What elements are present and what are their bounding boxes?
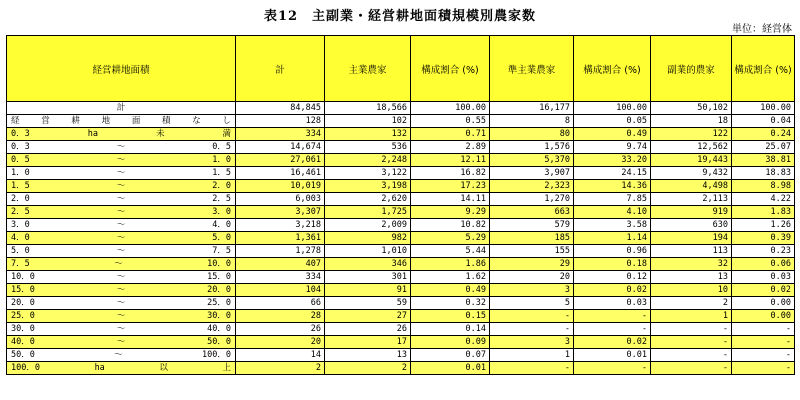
main-cell: 2,248 [325, 154, 411, 167]
row-label-part: 計 [116, 102, 126, 113]
total-cell: 10,019 [236, 180, 325, 193]
side-ratio-cell: 0.06 [732, 258, 795, 271]
total-cell: 14 [236, 349, 325, 362]
total-cell: 20 [236, 336, 325, 349]
side-cell: 630 [651, 219, 732, 232]
table-header [7, 36, 795, 102]
semi-ratio-cell: 0.01 [574, 349, 651, 362]
table-body [7, 102, 795, 375]
table-row [7, 232, 795, 245]
main-cell: 91 [325, 284, 411, 297]
semi-cell: 8 [490, 115, 574, 128]
row-label-part: 5．0 [11, 245, 30, 256]
semi-ratio-cell: 1.14 [574, 232, 651, 245]
main-cell: 17 [325, 336, 411, 349]
row-label-part: 10．0 [207, 258, 231, 269]
row-label-part: な [192, 115, 201, 126]
total-cell: 104 [236, 284, 325, 297]
semi-cell: 16,177 [490, 102, 574, 115]
total-cell: 1,278 [236, 245, 325, 258]
main-ratio-cell: 1.62 [411, 271, 490, 284]
semi-cell: - [490, 323, 574, 336]
row-label-part: 15．0 [11, 284, 35, 295]
row-label-part: 2．5 [212, 193, 231, 204]
row-label [7, 258, 236, 271]
semi-ratio-cell: 0.96 [574, 245, 651, 258]
row-label [7, 167, 236, 180]
col-header-total: 計 [236, 36, 325, 102]
main-ratio-cell: 0.49 [411, 284, 490, 297]
main-cell: 2,620 [325, 193, 411, 206]
row-label [7, 336, 236, 349]
table-row [7, 141, 795, 154]
row-label-part: ～ [116, 141, 126, 152]
side-cell: 13 [651, 271, 732, 284]
side-ratio-cell: - [732, 336, 795, 349]
table-row [7, 336, 795, 349]
main-cell: 301 [325, 271, 411, 284]
farm-households-table [6, 35, 795, 375]
row-label-part: ～ [114, 258, 123, 269]
side-cell: 122 [651, 128, 732, 141]
semi-ratio-cell: 3.58 [574, 219, 651, 232]
side-ratio-cell: 38.81 [732, 154, 795, 167]
row-label [7, 271, 236, 284]
row-label-part: 30．0 [11, 323, 35, 334]
semi-cell: 3,907 [490, 167, 574, 180]
header-row [7, 36, 795, 102]
semi-ratio-cell: 4.10 [574, 206, 651, 219]
side-cell: 2,113 [651, 193, 732, 206]
side-ratio-cell: 0.39 [732, 232, 795, 245]
total-cell: 128 [236, 115, 325, 128]
row-label-part: 4．0 [11, 232, 30, 243]
semi-ratio-cell: 0.05 [574, 115, 651, 128]
main-cell: 102 [325, 115, 411, 128]
table-row [7, 154, 795, 167]
side-ratio-cell: 0.04 [732, 115, 795, 128]
row-label-part: 100．0 [202, 349, 231, 360]
row-label-part: 以 [159, 362, 168, 373]
main-ratio-cell: 100.00 [411, 102, 490, 115]
row-label-part: ～ [116, 245, 126, 256]
side-ratio-cell: 0.02 [732, 284, 795, 297]
side-ratio-cell: 8.98 [732, 180, 795, 193]
row-label-part: 15．0 [207, 271, 231, 282]
table-row [7, 258, 795, 271]
total-cell: 2 [236, 362, 325, 375]
row-label-part: ～ [116, 232, 126, 243]
col-header-semi-ratio: 構成割合 (%) [574, 36, 651, 102]
side-ratio-cell: 0.00 [732, 310, 795, 323]
row-label-part: 地 [101, 115, 111, 126]
row-label-part: 上 [222, 362, 231, 373]
main-cell: 982 [325, 232, 411, 245]
main-cell: 1,010 [325, 245, 411, 258]
main-ratio-cell: 12.11 [411, 154, 490, 167]
row-label-part: ～ [116, 297, 126, 308]
semi-cell: 5 [490, 297, 574, 310]
main-ratio-cell: 9.29 [411, 206, 490, 219]
side-ratio-cell: - [732, 362, 795, 375]
main-ratio-cell: 0.09 [411, 336, 490, 349]
row-label [7, 193, 236, 206]
total-cell: 334 [236, 128, 325, 141]
semi-cell: 1,270 [490, 193, 574, 206]
semi-ratio-cell: 100.00 [574, 102, 651, 115]
semi-cell: 1,576 [490, 141, 574, 154]
side-cell: 10 [651, 284, 732, 297]
semi-ratio-cell: 9.74 [574, 141, 651, 154]
side-ratio-cell: 0.24 [732, 128, 795, 141]
row-label-part: 3．0 [11, 219, 30, 230]
row-label-part: 面 [131, 115, 141, 126]
side-cell: 9,432 [651, 167, 732, 180]
semi-cell: 1 [490, 349, 574, 362]
semi-cell: - [490, 310, 574, 323]
main-ratio-cell: 0.07 [411, 349, 490, 362]
semi-cell: 3 [490, 284, 574, 297]
side-ratio-cell: 0.03 [732, 271, 795, 284]
main-ratio-cell: 0.01 [411, 362, 490, 375]
main-cell: 1,725 [325, 206, 411, 219]
total-cell: 3,218 [236, 219, 325, 232]
main-cell: 132 [325, 128, 411, 141]
semi-cell: 20 [490, 271, 574, 284]
main-cell: 27 [325, 310, 411, 323]
semi-ratio-cell: 33.20 [574, 154, 651, 167]
row-label-part: 満 [222, 128, 231, 139]
side-cell: 4,498 [651, 180, 732, 193]
table-row [7, 349, 795, 362]
side-ratio-cell: 18.83 [732, 167, 795, 180]
row-label-part: 40．0 [11, 336, 35, 347]
row-label [7, 219, 236, 232]
row-label-part: 5．0 [212, 232, 231, 243]
side-cell: 50,102 [651, 102, 732, 115]
semi-cell: 2,323 [490, 180, 574, 193]
table-row [7, 245, 795, 258]
row-label-part: ha [87, 128, 98, 139]
row-label-part: 2．5 [11, 206, 30, 217]
main-ratio-cell: 5.29 [411, 232, 490, 245]
side-cell: - [651, 336, 732, 349]
table-row [7, 323, 795, 336]
side-ratio-cell: 1.26 [732, 219, 795, 232]
row-label-part: 1．5 [212, 167, 231, 178]
row-label [7, 141, 236, 154]
main-cell: 13 [325, 349, 411, 362]
table-row [7, 310, 795, 323]
row-label-part: ～ [116, 219, 126, 230]
table-title: 表12 主副業・経営耕地面積規模別農家数 [263, 9, 537, 24]
row-label-part: 営 [41, 115, 50, 126]
semi-cell: 3 [490, 336, 574, 349]
side-cell: - [651, 323, 732, 336]
row-label [7, 297, 236, 310]
row-label-part: ～ [116, 284, 126, 295]
semi-ratio-cell: - [574, 362, 651, 375]
semi-cell: 185 [490, 232, 574, 245]
row-label [7, 310, 236, 323]
row-label-part: 積 [162, 115, 171, 126]
semi-cell: 155 [490, 245, 574, 258]
table-row [7, 284, 795, 297]
col-header-main-ratio: 構成割合 (%) [411, 36, 490, 102]
semi-ratio-cell: 0.18 [574, 258, 651, 271]
side-cell: 2 [651, 297, 732, 310]
col-header-area: 経営耕地面積 [7, 36, 236, 102]
main-ratio-cell: 14.11 [411, 193, 490, 206]
col-header-semi: 準主業農家 [490, 36, 574, 102]
row-label [7, 115, 236, 128]
main-ratio-cell: 0.15 [411, 310, 490, 323]
total-cell: 1,361 [236, 232, 325, 245]
main-ratio-cell: 10.82 [411, 219, 490, 232]
row-label-part: 0．5 [212, 141, 231, 152]
semi-ratio-cell: 0.49 [574, 128, 651, 141]
main-ratio-cell: 2.89 [411, 141, 490, 154]
side-ratio-cell: - [732, 349, 795, 362]
col-header-main: 主業農家 [325, 36, 411, 102]
total-cell: 26 [236, 323, 325, 336]
row-label-part: 2．0 [11, 193, 30, 204]
row-label-part: 7．5 [11, 258, 30, 269]
table-row [7, 193, 795, 206]
table-row [7, 297, 795, 310]
table-row [7, 206, 795, 219]
semi-ratio-cell: - [574, 310, 651, 323]
row-label [7, 362, 236, 375]
side-cell: - [651, 362, 732, 375]
col-header-side-ratio: 構成割合 (%) [732, 36, 795, 102]
row-label-part: ～ [114, 349, 123, 360]
row-label-part: 30．0 [207, 310, 231, 321]
side-ratio-cell: - [732, 323, 795, 336]
semi-cell: 80 [490, 128, 574, 141]
row-label-part: 20．0 [207, 284, 231, 295]
total-cell: 84,845 [236, 102, 325, 115]
semi-cell: - [490, 362, 574, 375]
row-label-part: ～ [116, 193, 126, 204]
row-label [7, 102, 236, 115]
table-row [7, 167, 795, 180]
main-cell: 2 [325, 362, 411, 375]
main-ratio-cell: 0.32 [411, 297, 490, 310]
row-label-part: 50．0 [207, 336, 231, 347]
row-label [7, 349, 236, 362]
semi-ratio-cell: 0.12 [574, 271, 651, 284]
row-label-part: 1．5 [11, 180, 30, 191]
side-ratio-cell: 100.00 [732, 102, 795, 115]
main-cell: 536 [325, 141, 411, 154]
total-cell: 28 [236, 310, 325, 323]
semi-cell: 5,370 [490, 154, 574, 167]
row-label-part: 0．5 [11, 154, 30, 165]
row-label [7, 245, 236, 258]
semi-cell: 29 [490, 258, 574, 271]
row-label-part: 100．0 [11, 362, 40, 373]
row-label-part: 25．0 [11, 310, 35, 321]
side-ratio-cell: 4.22 [732, 193, 795, 206]
row-label-part: 0．3 [11, 128, 30, 139]
main-ratio-cell: 5.44 [411, 245, 490, 258]
row-label [7, 154, 236, 167]
side-cell: 919 [651, 206, 732, 219]
main-cell: 18,566 [325, 102, 411, 115]
row-label-part: 20．0 [11, 297, 35, 308]
total-cell: 16,461 [236, 167, 325, 180]
main-cell: 3,122 [325, 167, 411, 180]
row-label [7, 180, 236, 193]
main-ratio-cell: 0.55 [411, 115, 490, 128]
row-label [7, 128, 236, 141]
row-label-part: し [222, 115, 231, 126]
main-cell: 346 [325, 258, 411, 271]
unit-label: 単位：経営体 [732, 24, 792, 35]
row-label-part: 50．0 [11, 349, 35, 360]
row-label-part: 耕 [71, 115, 80, 126]
table-row [7, 362, 795, 375]
row-label-part: 40．0 [207, 323, 231, 334]
row-label-part: 3．0 [212, 206, 231, 217]
row-label-part: 7．5 [212, 245, 231, 256]
table-row [7, 219, 795, 232]
side-cell: - [651, 349, 732, 362]
semi-ratio-cell: 0.03 [574, 297, 651, 310]
side-ratio-cell: 1.83 [732, 206, 795, 219]
row-label-part: ha [94, 362, 105, 373]
row-label [7, 206, 236, 219]
row-label-part: ～ [116, 310, 126, 321]
semi-cell: 663 [490, 206, 574, 219]
side-ratio-cell: 0.23 [732, 245, 795, 258]
row-label-part: 経 [11, 115, 20, 126]
table-row [7, 115, 795, 128]
side-ratio-cell: 0.00 [732, 297, 795, 310]
main-cell: 3,198 [325, 180, 411, 193]
row-label-part: 未 [155, 128, 165, 139]
side-cell: 113 [651, 245, 732, 258]
main-ratio-cell: 1.86 [411, 258, 490, 271]
row-label [7, 323, 236, 336]
semi-ratio-cell: - [574, 323, 651, 336]
side-cell: 12,562 [651, 141, 732, 154]
row-label-part: 1．0 [212, 154, 231, 165]
main-cell: 59 [325, 297, 411, 310]
total-cell: 3,307 [236, 206, 325, 219]
row-label-part: ～ [116, 167, 126, 178]
semi-ratio-cell: 0.02 [574, 284, 651, 297]
main-ratio-cell: 17.23 [411, 180, 490, 193]
table-row [7, 128, 795, 141]
row-label-part: 0．3 [11, 141, 30, 152]
main-ratio-cell: 0.71 [411, 128, 490, 141]
row-label-part: 10．0 [11, 271, 35, 282]
col-header-side: 副業的農家 [651, 36, 732, 102]
semi-ratio-cell: 14.36 [574, 180, 651, 193]
semi-ratio-cell: 24.15 [574, 167, 651, 180]
row-label-part: 2．0 [212, 180, 231, 191]
main-ratio-cell: 16.82 [411, 167, 490, 180]
total-cell: 27,061 [236, 154, 325, 167]
side-ratio-cell: 25.07 [732, 141, 795, 154]
side-cell: 19,443 [651, 154, 732, 167]
main-ratio-cell: 0.14 [411, 323, 490, 336]
table-row [7, 180, 795, 193]
total-cell: 14,674 [236, 141, 325, 154]
main-cell: 2,009 [325, 219, 411, 232]
total-cell: 334 [236, 271, 325, 284]
row-label-part: 1．0 [11, 167, 30, 178]
table-row [7, 271, 795, 284]
total-cell: 6,003 [236, 193, 325, 206]
row-label-part: ～ [116, 154, 126, 165]
total-row [7, 102, 795, 115]
side-cell: 1 [651, 310, 732, 323]
row-label-part: 25．0 [207, 297, 231, 308]
row-label-part: 4．0 [212, 219, 231, 230]
row-label-part: ～ [116, 206, 126, 217]
semi-ratio-cell: 0.02 [574, 336, 651, 349]
row-label-part: ～ [116, 323, 126, 334]
row-label [7, 284, 236, 297]
row-label-part: ～ [116, 180, 126, 191]
semi-cell: 579 [490, 219, 574, 232]
row-label-part: ～ [116, 271, 126, 282]
side-cell: 18 [651, 115, 732, 128]
total-cell: 407 [236, 258, 325, 271]
semi-ratio-cell: 7.85 [574, 193, 651, 206]
total-cell: 66 [236, 297, 325, 310]
row-label-part: ～ [116, 336, 126, 347]
row-label [7, 232, 236, 245]
side-cell: 32 [651, 258, 732, 271]
side-cell: 194 [651, 232, 732, 245]
main-cell: 26 [325, 323, 411, 336]
